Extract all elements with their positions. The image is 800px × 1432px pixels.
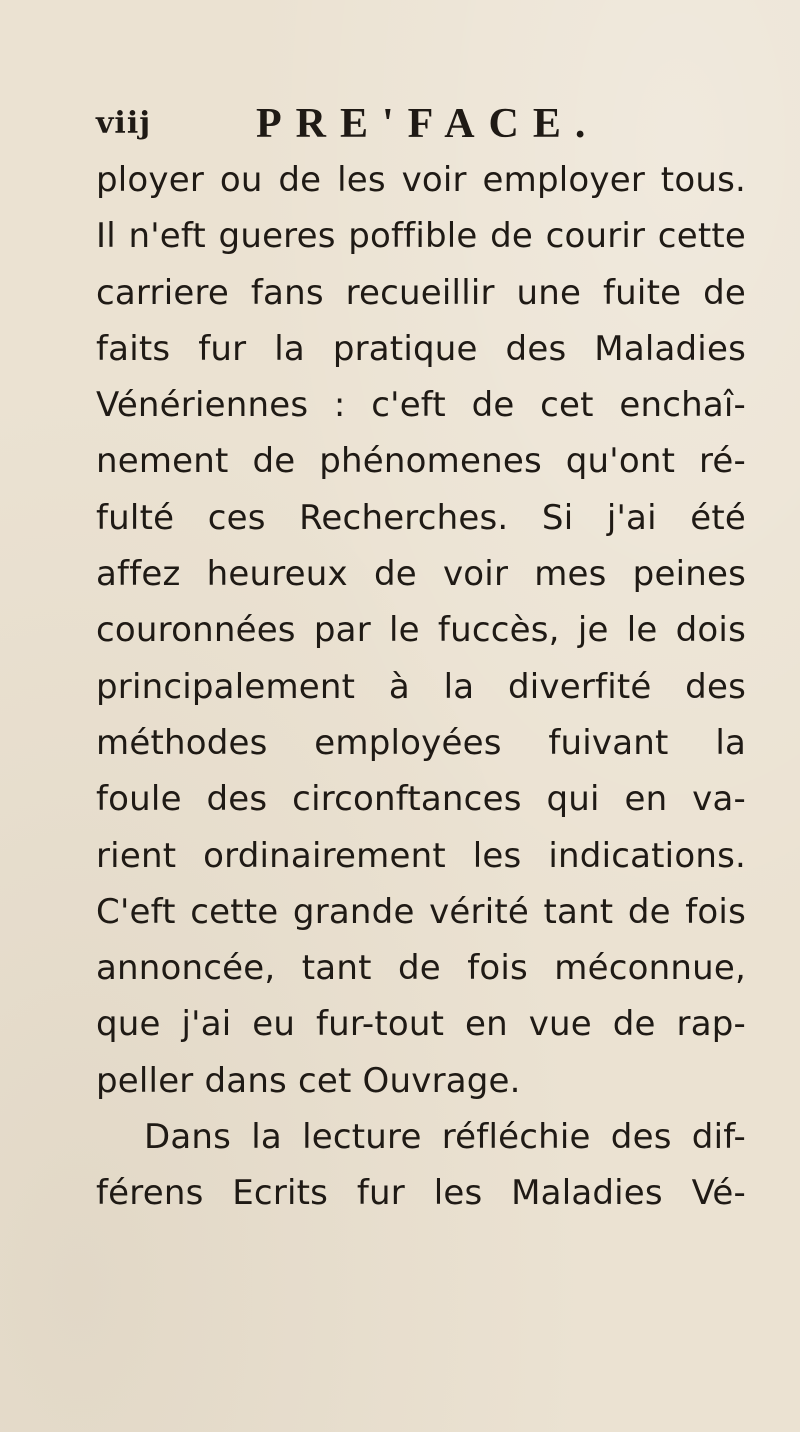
text-line: annoncée, tant de fois méconnue,	[96, 948, 746, 989]
text-line: Vénériennes : c'eft de cet enchaî-	[96, 385, 746, 426]
page-number: viij	[96, 106, 152, 141]
text-line: férens Ecrits fur les Maladies Vé-	[96, 1173, 746, 1214]
text-line: méthodes employées fuivant la	[96, 722, 746, 763]
text-line: nement de phénomenes qu'ont ré-	[96, 441, 746, 482]
page-header	[96, 100, 756, 150]
body-text	[96, 152, 746, 1222]
text-line: affez heureux de voir mes peines	[96, 554, 746, 595]
text-line: Dans la lecture réfléchie des dif-	[144, 1117, 746, 1158]
text-line: foule des circonftances qui en va-	[96, 779, 746, 820]
text-line: que j'ai eu fur-tout en vue de rap-	[96, 1004, 746, 1045]
text-line: rient ordinairement les indications.	[96, 835, 746, 876]
text-line: faits fur la pratique des Maladies	[96, 328, 746, 369]
text-line: fulté ces Recherches. Si j'ai été	[96, 497, 746, 538]
running-title: PRE'FACE.	[256, 101, 600, 147]
text-line: couronnées par le fuccès, je le dois	[96, 610, 746, 651]
text-line: C'eft cette grande vérité tant de fois	[96, 891, 746, 932]
text-line: Il n'eft gueres poffible de courir cette	[96, 216, 746, 257]
text-line: carriere fans recueillir une fuite de	[96, 272, 746, 313]
text-line: principalement à la diverfité des	[96, 666, 746, 707]
text-line: ployer ou de les voir employer tous.	[96, 160, 746, 200]
text-line: peller dans cet Ouvrage.	[96, 1060, 521, 1101]
